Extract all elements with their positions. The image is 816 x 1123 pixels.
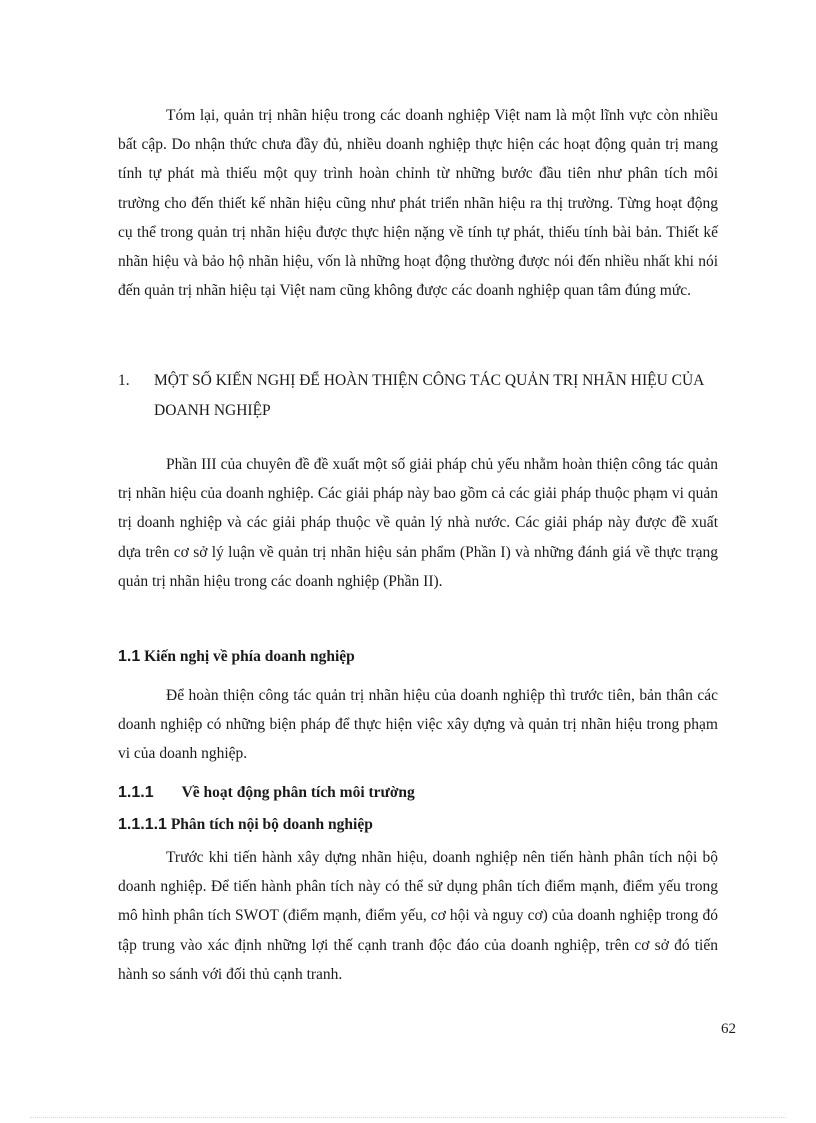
paragraph-intro: Phần III của chuyên đề đề xuất một số giải pháp chủ yếu nhằm hoàn thiện công tác quản trị nhãn hiệu của doanh nghiệp. Các giải pháp này bao gồm cả các giải pháp thuộc phạm vi quản trị doanh nghiệp và các giải pháp thuộc về quản lý nhà nước. Các giải pháp này được đề xuất dựa trên cơ sở lý luận về quản trị nhãn hiệu sản phẩm (Phần I) và những đánh giá về thực trạng quản trị nhãn hiệu trong các doanh nghiệp (Phần II). [118,456,718,590]
page-bottom-divider [30,1117,786,1118]
section-number: 1. [118,372,130,389]
subsection-title: Kiến nghị về phía doanh nghiệp [144,648,355,665]
subsection-number: 1.1.1.1 [118,816,167,833]
subsection-title: Về hoạt động phân tích môi trường [181,784,415,801]
paragraph-internal-analysis: Trước khi tiến hành xây dựng nhãn hiệu, doanh nghiệp nên tiến hành phân tích nội bộ doanh nghiệp. Để tiến hành phân tích này có thể sử dụng phân tích điểm mạnh, điểm yếu trong mô hình phân tích SWOT (điểm mạnh, điểm yếu, cơ hội và nguy cơ) của doanh nghiệp trong đó tập trung vào xác định những lợi thế cạnh tranh độc đáo của doanh nghiệp, trên cơ sở đó tiến hành so sánh với đối thủ cạnh tranh. [118,849,718,983]
section-title: MỘT SỐ KIẾN NGHỊ ĐỂ HOÀN THIỆN CÔNG TÁC QUẢN TRỊ NHÃN HIỆU CỦA DOANH NGHIỆP [154,372,704,419]
subsection-heading-1-1 [118,648,718,666]
subsection-title: Phân tích nội bộ doanh nghiệp [170,816,373,833]
subsection-number: 1.1.1 [118,784,154,801]
section-heading-1 [118,366,718,425]
subsection-heading-1-1-1 [118,784,718,802]
paragraph-enterprise: Để hoàn thiện công tác quản trị nhãn hiệu của doanh nghiệp thì trước tiên, bản thân các doanh nghiệp có những biện pháp để thực hiện việc xây dựng và quản trị nhãn hiệu trong phạm vi của doanh nghiệp. [118,687,718,763]
page-number: 62 [721,1021,736,1037]
subsection-heading-1-1-1-1 [118,816,718,834]
paragraph-summary: Tóm lại, quản trị nhãn hiệu trong các doanh nghiệp Việt nam là một lĩnh vực còn nhiều bất cập. Do nhận thức chưa đầy đủ, nhiều doanh nghiệp thực hiện các hoạt động quản trị mang tính tự phát mà thiếu một quy trình hoàn chỉnh từ những bước đầu tiên như phân tích môi trường cho đến thiết kế nhãn hiệu cũng như phát triển nhãn hiệu ra thị trường. Từng hoạt động cụ thể trong quản trị nhãn hiệu được thực hiện nặng về tính tự phát, thiếu tính bài bản. Thiết kế nhãn hiệu và bảo hộ nhãn hiệu, vốn là những hoạt động thường được nói đến nhiều nhất khi nói đến quản trị nhãn hiệu tại Việt nam cũng không được các doanh nghiệp quan tâm đúng mức. [118,107,718,300]
subsection-number: 1.1 [118,648,141,665]
